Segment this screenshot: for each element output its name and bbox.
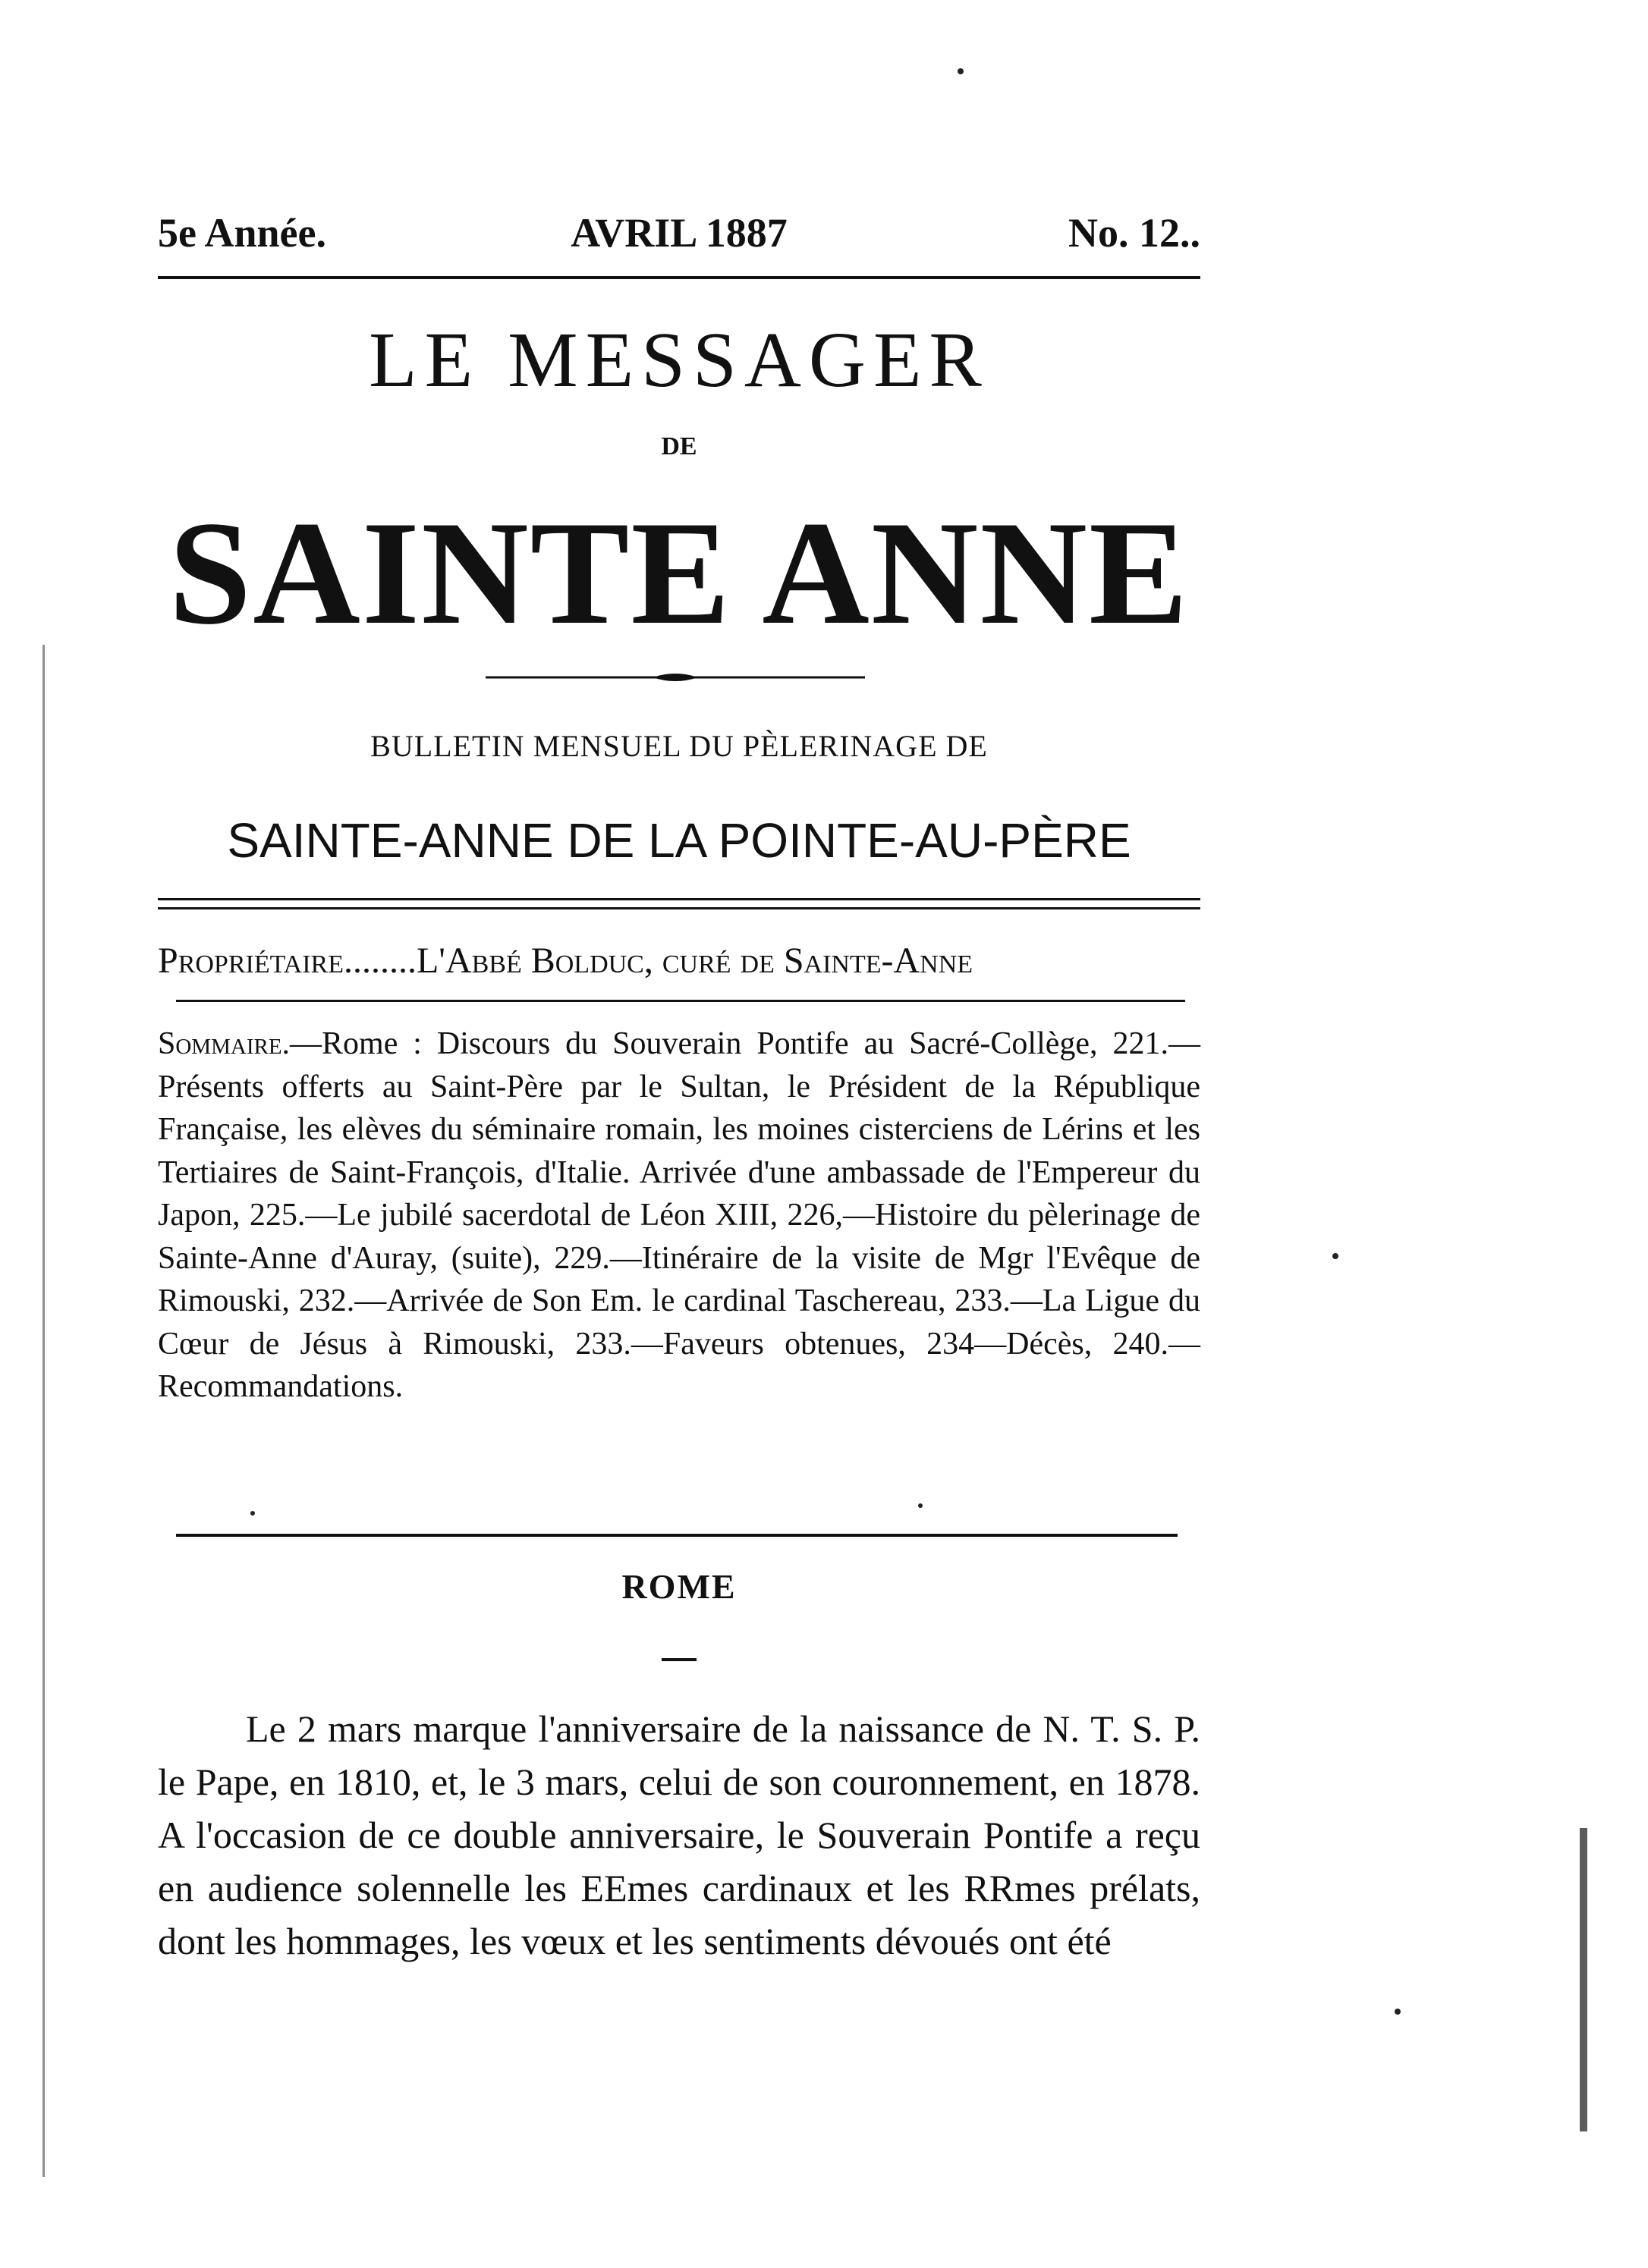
place-rule-bottom	[158, 907, 1200, 909]
speck-1	[958, 68, 964, 74]
summary-text: —Rome : Discours du Souverain Pontife au Sacré-Collège, 221.—Présents offerts au Saint-Père par le Sultan, le Président de la République Française, les elèves du séminaire romain, les moines cisterciens de Lérins et les Tertiaires de Saint-François, d'Italie. Arrivée d'une ambassade de l'Empereur du Japon, 225.—Le jubilé sacerdotal de Léon XIII, 226,—Histoire du pèlerinage de Sainte-Anne d'Auray, (suite), 229.—Itinéraire de la visite de Mgr l'Evêque de Rimouski, 232.—Arrivée de Son Em. le cardinal Taschereau, 233.—La Ligue du Cœur de Jésus à Rimouski, 233.—Faveurs obtenues, 234—Décès, 240.—Recommandations.	[158, 1026, 1200, 1404]
summary-rule	[176, 1534, 1178, 1537]
bulletin-subtitle: BULLETIN MENSUEL DU PÈLERINAGE DE	[370, 729, 988, 763]
issue-date: AVRIL 1887	[571, 210, 788, 256]
section-dash	[662, 1658, 697, 1661]
article-body	[158, 1702, 1200, 1968]
summary-label: Sommaire.	[158, 1026, 291, 1061]
header-rule	[158, 276, 1200, 279]
section-title: ROME	[621, 1567, 737, 1606]
masthead-connector: DE	[661, 432, 697, 460]
masthead-line-2: SAINTE ANNE	[168, 491, 1190, 655]
summary-block	[158, 1022, 1200, 1409]
issue-header	[158, 206, 1200, 259]
speck-2	[1332, 1253, 1338, 1259]
proprietor-line	[158, 938, 1200, 985]
proprietor-label: Propriétaire	[158, 941, 344, 981]
speck-4	[250, 1511, 255, 1516]
masthead-line-1: LE MESSAGER	[369, 316, 989, 404]
ornament-rule-icon	[486, 672, 865, 683]
article-paragraph: Le 2 mars marque l'anniversaire de la naissance de N. T. S. P. le Pape, en 1810, et, le 3 mars, celui de son couronnement, en 1878. A l'occasion de ce double anniversaire, le Souverain Pontife a reçu en audience solennelle les EEmes cardinaux et les RRmes prélats, dont les hommages, les vœux et les sentiments dévoués ont été	[158, 1707, 1200, 1962]
proprietor-name: L'Abbé Bolduc, curé de Sainte-Anne	[416, 941, 973, 981]
proprietor-dots: ........	[343, 941, 417, 981]
issue-year: 5e Année.	[158, 210, 326, 256]
speck-3	[1395, 2009, 1401, 2015]
issue-number: No. 12..	[1068, 210, 1200, 256]
pilgrimage-place: SAINTE-ANNE DE LA POINTE-AU-PÈRE	[227, 813, 1131, 868]
place-rule-top	[158, 898, 1200, 900]
left-edge-mark	[42, 645, 45, 2177]
speck-5	[918, 1503, 923, 1508]
right-edge-mark	[1580, 1828, 1587, 2131]
proprietor-rule	[176, 1000, 1185, 1002]
